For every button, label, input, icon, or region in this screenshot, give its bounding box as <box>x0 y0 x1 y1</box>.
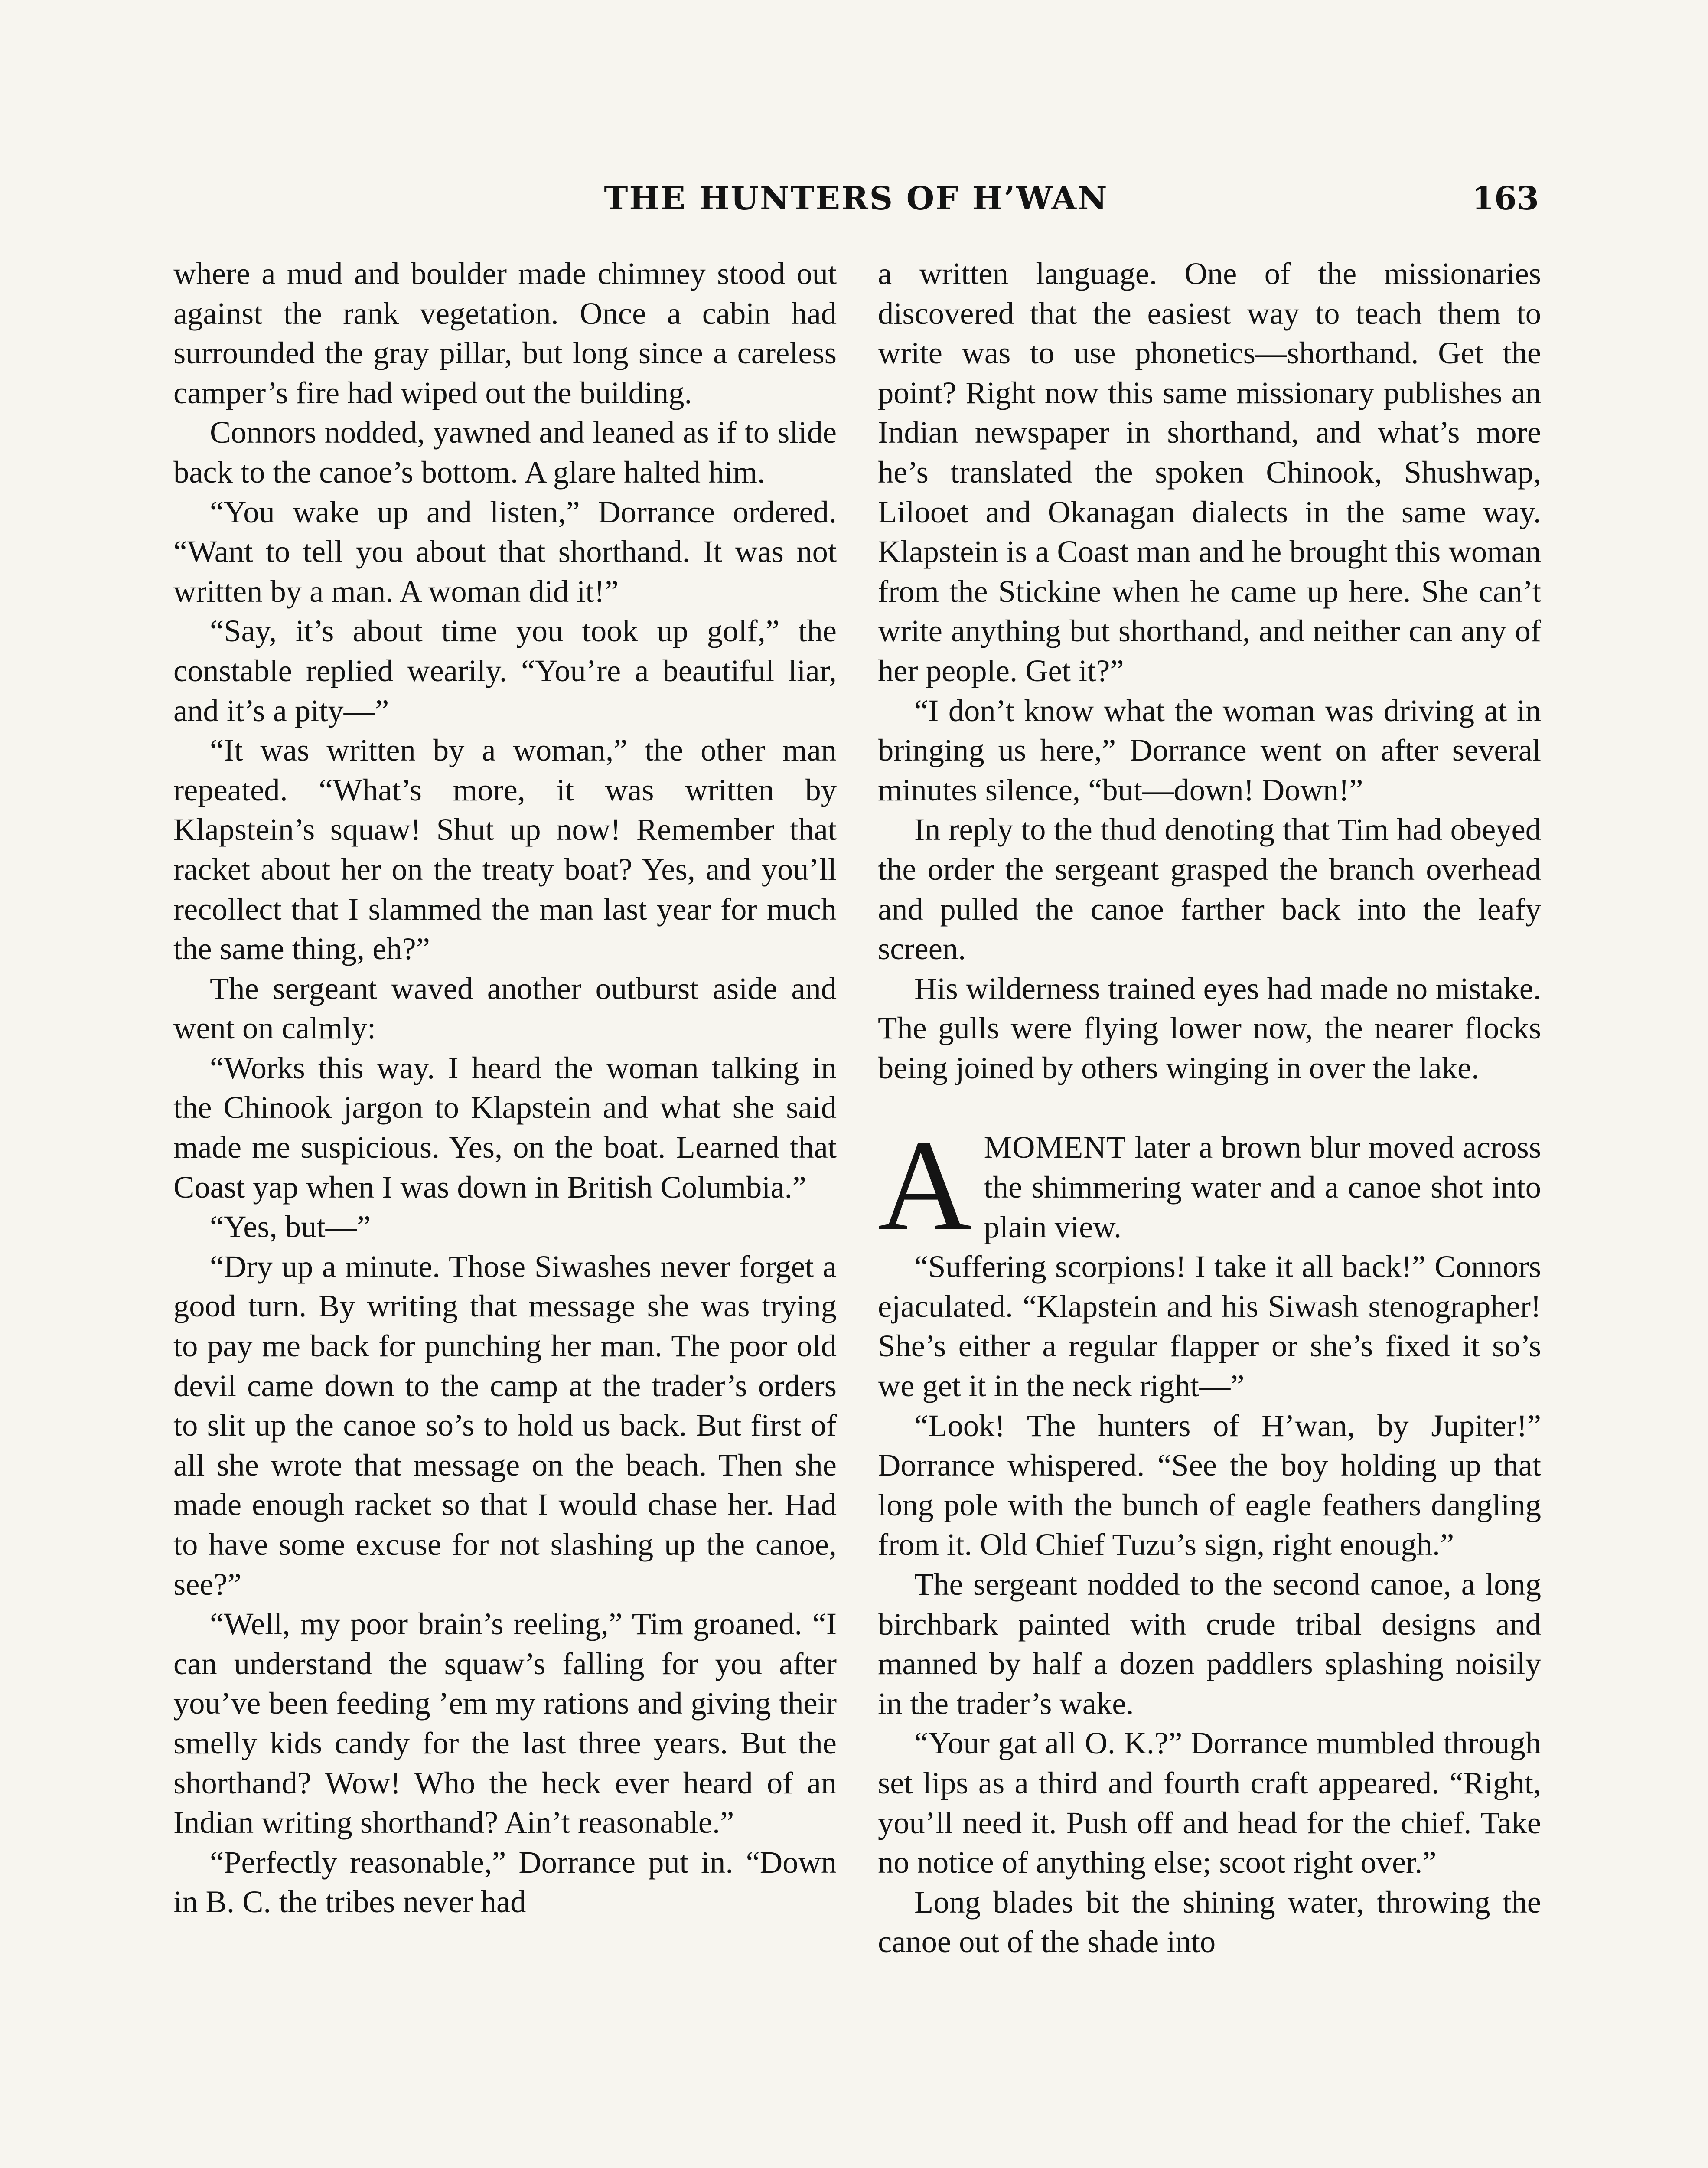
running-title: THE HUNTERS OF H’WAN <box>604 180 1108 217</box>
paragraph: “Yes, but—” <box>210 1209 371 1244</box>
paragraph: “Suffering scorpions! I take it all back!” Connors ejaculated. “Klapstein and his Siwash stenographer! She’s either a regular flapper or she’s fixed it so’s we get it in the neck right—” <box>878 1249 1541 1404</box>
paragraph: “Say, it’s about time you took up golf,” the constable replied wearily. “You’re a beautiful liar, and it’s a pity—” <box>173 613 837 728</box>
page-header <box>173 173 1539 225</box>
paragraph: “Dry up a minute. Those Siwashes never forget a good turn. By writing that message she was trying to pay me back for punching her man. The poor old devil came down to the camp at the trader’s orders to slit up the canoe so’s to hold us back. But first of all she wrote that message on the beach. Then she made enough racket so that I would chase her. Had to have some excuse for not slashing up the canoe, see?” <box>173 1248 837 1602</box>
drop-cap: A <box>878 1113 972 1258</box>
paragraph: The sergeant nodded to the second canoe, a long birchbark painted with crude tribal designs and manned by half a dozen paddlers splashing noisily in the trader’s wake. <box>878 1567 1541 1721</box>
paragraph: “It was written by a woman,” the other man repeated. “What’s more, it was written by Klapstein’s squaw! Shut up now! Remember that racket about her on the treaty boat? Yes, and you’ll recollect that I slammed the man last year for much the same thing, eh?” <box>173 732 837 966</box>
paragraph: In reply to the thud denoting that Tim had obeyed the order the sergeant grasped the branch overhead and pulled the canoe farther back into the leafy screen. <box>878 812 1541 966</box>
paragraph: His wilderness trained eyes had made no mistake. The gulls were flying lower now, the nearer flocks being joined by others winging in over the lake. <box>878 970 1541 1085</box>
paragraph: “Look! The hunters of H’wan, by Jupiter!” Dorrance whispered. “See the boy holding up that long pole with the bunch of eagle feathers dangling from it. Old Chief Tuzu’s sign, right enough.” <box>878 1407 1541 1562</box>
paragraph: where a mud and boulder made chimney stood out against the rank vegetation. Once a cabin had surrounded the gray pillar, but long since a careless camper’s fire had wiped out the building. <box>173 256 837 410</box>
paragraph: “Your gat all O. K.?” Dorrance mumbled through set lips as a third and fourth craft appeared. “Right, you’ll need it. Push off and head for the chief. Take no notice of anything else; scoot right over.” <box>878 1725 1541 1880</box>
paragraph: “Perfectly reasonable,” Dorrance put in. “Down in B. C. the tribes never had <box>173 1844 837 1920</box>
paragraph: a written language. One of the missionaries discovered that the easiest way to teach them to write was to use phonetics—shorthand. Get the point? Right now this same missionary publishes an Indian newspaper in shorthand, and what’s more he’s translated the spoken Chinook, Shushwap, Lilooet and Okanagan dialects in the same way. Klapstein is a Coast man and he brought this woman from the Stickine when he came up here. She can’t write anything but shorthand, and neither can any of her people. Get it?” <box>878 256 1541 688</box>
section-opening-paragraph <box>878 1113 1541 1258</box>
left-column <box>173 254 837 1922</box>
paragraph: “You wake up and listen,” Dorrance ordered. “Want to tell you about that shorthand. It was not written by a man. A woman did it!” <box>173 494 837 609</box>
paragraph: The sergeant waved another outburst aside and went on calmly: <box>173 970 837 1046</box>
paragraph: “Works this way. I heard the woman talking in the Chinook jargon to Klapstein and what she said made me suspicious. Yes, on the boat. Learned that Coast yap when I was down in British Columbia.” <box>173 1050 837 1205</box>
paragraph: Long blades bit the shining water, throwing the canoe out of the shade into <box>878 1884 1541 1959</box>
paragraph: Connors nodded, yawned and leaned as if to slide back to the canoe’s bottom. A glare halted him. <box>173 415 837 490</box>
lead-in-caps: MOMENT <box>984 1130 1126 1165</box>
right-column <box>878 254 1541 1962</box>
page-number: 163 <box>1472 180 1539 217</box>
paragraph: “I don’t know what the woman was driving at in bringing us here,” Dorrance went on after several minutes silence, “but—down! Down!” <box>878 692 1541 807</box>
lead-in-text: later a brown blur moved across the shimmering water and a canoe shot into plain view. <box>984 1130 1541 1244</box>
paragraph: “Well, my poor brain’s reeling,” Tim groaned. “I can understand the squaw’s falling for you after you’ve been feeding ’em my rations and giving their smelly kids candy for the last three years. But the shorthand? Wow! Who the heck ever heard of an Indian writing shorthand? Ain’t reasonable.” <box>173 1606 837 1840</box>
